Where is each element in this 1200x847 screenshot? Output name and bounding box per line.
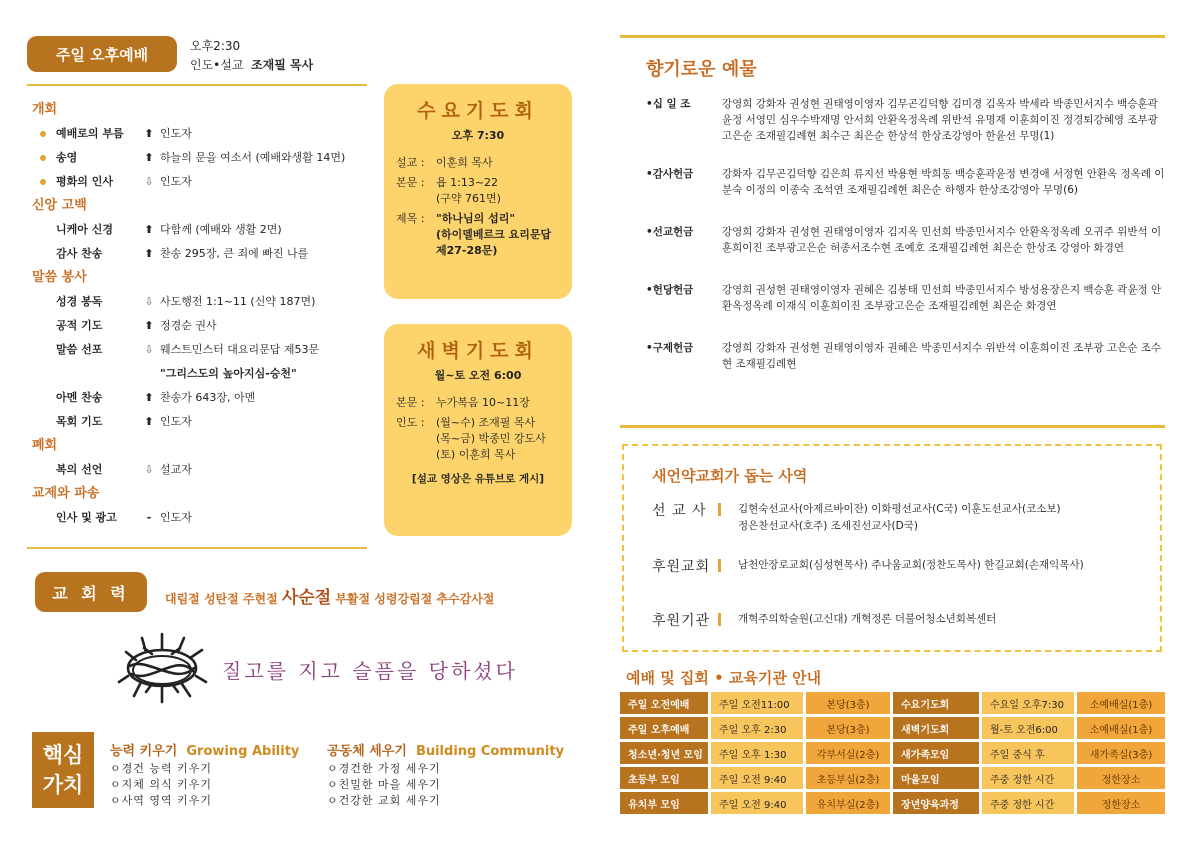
schedule-cell: 본당(3층) bbox=[806, 717, 890, 739]
schedule-cell: 주일 오후예배 bbox=[620, 717, 708, 739]
calendar-before: 대림절 성탄절 주현절 bbox=[165, 592, 278, 606]
schedule-cell: 새벽기도회 bbox=[893, 717, 979, 739]
core-ability-line: ㅇ사역 영역 키우기 bbox=[110, 794, 213, 807]
order-item-text: 정경순 권사 bbox=[160, 319, 217, 332]
offering-item bbox=[646, 340, 1166, 372]
offering-names: 강영희 강화자 권성현 권태영이영자 김무곤김덕향 김미경 김옥자 박세라 박종민서지수 백승훈곽윤정 서영민 심우수박재명 안서희 안환옥정옥례 위반석 유명재 이훈희이진 정경퇴강혜영 조부광고은순 조재필김례현 최수근 최은순 한상석 한상조강영아 한윤선 무명(1) bbox=[722, 98, 1158, 142]
order-item-name: 공적 기도 bbox=[56, 319, 103, 332]
offering-names: 강화자 김무곤김덕향 김은희 류지선 박용현 박희동 백승훈곽윤정 변경애 서정현 안환옥 정옥례 이분숙 이정의 이종숙 조석연 조재필김례현 최은순 하행자 한상조강영아 무명(6) bbox=[722, 168, 1165, 196]
order-item bbox=[32, 242, 377, 266]
offering-item bbox=[646, 224, 1166, 256]
bullet-dot bbox=[40, 131, 46, 137]
core-community-title-en: Building Community bbox=[415, 744, 565, 759]
offerings-title: 향기로운 예물 bbox=[646, 59, 757, 80]
order-section-title: 폐회 bbox=[32, 438, 58, 453]
schedule-cell: 정한장소 bbox=[1077, 792, 1165, 814]
order-item-name: 복의 선언 bbox=[56, 463, 103, 476]
mission-row-key: 후원교회 bbox=[652, 556, 738, 576]
order-item bbox=[32, 338, 377, 362]
schedule-cell: 각부서실(2층) bbox=[806, 742, 890, 764]
wednesday-title: 수요기도회 bbox=[417, 100, 539, 122]
offering-type: •감사헌금 bbox=[646, 168, 694, 180]
mission-row-key: 선 교 사 bbox=[652, 500, 738, 520]
order-item bbox=[32, 146, 377, 170]
schedule-cell: 새가족모임 bbox=[893, 742, 979, 764]
meeting-row-key: 본문 : bbox=[396, 396, 425, 409]
crown-of-thorns-icon bbox=[116, 626, 208, 706]
order-item-text: 인도자 bbox=[160, 175, 192, 188]
order-item-name: 니케아 신경 bbox=[56, 223, 113, 236]
order-item-name: 인사 및 광고 bbox=[56, 511, 117, 524]
leader-name: 조재필 목사 bbox=[251, 58, 314, 72]
core-community-line: ㅇ친밀한 마을 세우기 bbox=[327, 778, 441, 791]
offering-type: •헌당헌금 bbox=[646, 284, 694, 296]
meeting-row-value: "하나님의 섭리" (하이델베르크 요리문답 제27-28문) bbox=[436, 212, 552, 257]
core-value-community bbox=[327, 740, 564, 809]
order-item-name: 예배로의 부름 bbox=[56, 127, 124, 140]
core-ability-title: 능력 키우기 bbox=[110, 744, 178, 759]
core-ability-line: ㅇ지체 의식 키우기 bbox=[110, 778, 213, 791]
order-item-text: "그리스도의 높아지심-승천" bbox=[160, 367, 297, 380]
core-ability-title-en: Growing Ability bbox=[186, 744, 300, 759]
sit-arrow-icon: ⇩ bbox=[144, 295, 154, 308]
calendar-current: 사순절 bbox=[281, 588, 332, 608]
schedule-cell: 수요기도회 bbox=[893, 692, 979, 714]
order-item bbox=[32, 506, 377, 530]
dawn-note: [설교 영상은 유튜브로 게시] bbox=[411, 473, 545, 485]
stand-arrow-icon: ⬆ bbox=[144, 319, 154, 332]
bullet-dot bbox=[40, 179, 46, 185]
schedule-cell: 유치부 모임 bbox=[620, 792, 708, 814]
service-title-badge: 주일 오후예배 bbox=[27, 36, 177, 72]
mission-row bbox=[652, 556, 1084, 576]
schedule-cell: 본당(3층) bbox=[806, 692, 890, 714]
offering-names: 강영희 강화자 권성현 권태영이영자 권혜은 박종민서지수 위반석 이훈희이진 조부광 고은순 조수현 조재필김례현 bbox=[722, 342, 1162, 370]
service-info bbox=[190, 37, 313, 75]
schedule-cell: 새가족실(3층) bbox=[1077, 742, 1165, 764]
meeting-row-value: (월~수) 조재필 목사 (목~금) 박종민 강도사 (토) 이훈희 목사 bbox=[436, 416, 546, 461]
schedule-cell: 정한장소 bbox=[1077, 767, 1165, 789]
order-item-text: 인도자 bbox=[160, 127, 192, 140]
schedule-table bbox=[620, 692, 1165, 814]
schedule-cell: 주일 중식 후 bbox=[982, 742, 1074, 764]
meeting-row bbox=[396, 211, 560, 259]
mission-row-value: 개혁주의학술원(고신대) 개혁정론 더불어청소년회복센터 bbox=[738, 613, 997, 625]
order-item-text: 사도행전 1:1~11 (신약 187면) bbox=[160, 295, 316, 308]
schedule-cell: 월-토 오전6:00 bbox=[982, 717, 1074, 739]
order-section-title: 개회 bbox=[32, 102, 58, 117]
core-ability-line: ㅇ경건 능력 키우기 bbox=[110, 762, 213, 775]
schedule-title: 예배 및 집회 • 교육기관 안내 bbox=[626, 669, 822, 687]
order-item bbox=[32, 170, 377, 194]
offerings-list bbox=[646, 96, 1166, 398]
order-item-text: 하늘의 문을 여소서 (예배와생활 14면) bbox=[160, 151, 346, 164]
schedule-cell: 주일 오전11:00 bbox=[711, 692, 803, 714]
offering-names: 강영희 강화자 권성현 권태영이영자 김지옥 민선희 박종민서지수 안환옥정옥례 오귀주 위반석 이훈희이진 조부광고은순 허종서조수현 조예호 조재필김례현 최은순 한상조 강영아 화경연 bbox=[722, 226, 1162, 254]
offering-names: 강영희 권성현 권태영이영자 권혜은 김봉태 민선희 박종민서지수 방성용장은지 백승훈 곽윤정 안환옥정옥례 이재식 이훈희이진 조부광고은순 조재필김례현 최은순 화경연 bbox=[722, 284, 1162, 312]
schedule-cell: 주중 정한 시간 bbox=[982, 767, 1074, 789]
core-values-badge bbox=[32, 732, 94, 808]
dawn-time: 월~토 오전 6:00 bbox=[434, 369, 522, 382]
meeting-row-value: 욥 1:13~22 (구약 761면) bbox=[436, 176, 501, 205]
stand-arrow-icon: ⬆ bbox=[144, 223, 154, 236]
order-item-name: 아멘 찬송 bbox=[56, 391, 103, 404]
order-item bbox=[32, 362, 377, 386]
schedule-cell: 마을모임 bbox=[893, 767, 979, 789]
schedule-cell: 초등부 모임 bbox=[620, 767, 708, 789]
order-section-title: 교제와 파송 bbox=[32, 486, 100, 501]
schedule-cell: 소예배실(1층) bbox=[1077, 692, 1165, 714]
order-item-name: 말씀 선포 bbox=[56, 343, 103, 356]
order-item-text: 찬송 295장, 큰 죄에 빠진 나를 bbox=[160, 247, 309, 260]
stand-arrow-icon: ⬆ bbox=[144, 127, 154, 140]
order-bottom-rule bbox=[27, 547, 367, 549]
offerings-bottom-rule bbox=[620, 425, 1165, 428]
stand-arrow-icon: ⬆ bbox=[144, 415, 154, 428]
church-calendar bbox=[165, 583, 494, 608]
meeting-row-key: 제목 : bbox=[396, 212, 425, 225]
order-section-title: 신앙 고백 bbox=[32, 198, 87, 213]
stand-arrow-icon: ⬆ bbox=[144, 247, 154, 260]
order-item bbox=[32, 386, 377, 410]
meeting-row-value: 누가복음 10~11장 bbox=[436, 396, 530, 409]
mission-row-value: 남천안장로교회(심성현목사) 주나움교회(정찬도목사) 한길교회(손재익목사) bbox=[738, 559, 1084, 571]
mission-title: 새언약교회가 돕는 사역 bbox=[652, 467, 808, 485]
mission-row bbox=[652, 500, 1061, 535]
schedule-cell: 소예배실(1층) bbox=[1077, 717, 1165, 739]
schedule-cell: 주일 오후 2:30 bbox=[711, 717, 803, 739]
order-item bbox=[32, 314, 377, 338]
order-item-text: 인도자 bbox=[160, 511, 192, 524]
order-item bbox=[32, 410, 377, 434]
schedule-cell: 장년양육과정 bbox=[893, 792, 979, 814]
schedule-cell: 유치부실(2층) bbox=[806, 792, 890, 814]
offering-type: •구제헌금 bbox=[646, 342, 694, 354]
meeting-row bbox=[396, 155, 560, 171]
sit-arrow-icon: ⇩ bbox=[144, 343, 154, 356]
core-value-ability bbox=[110, 740, 299, 809]
calendar-badge: 교 회 력 bbox=[35, 572, 147, 612]
calendar-after: 부활절 성령강림절 추수감사절 bbox=[335, 592, 495, 606]
wednesday-prayer-box bbox=[384, 84, 572, 299]
wednesday-time: 오후 7:30 bbox=[451, 129, 505, 142]
order-item-name: 송영 bbox=[56, 151, 78, 164]
service-time: 오후2:30 bbox=[190, 39, 241, 53]
leader-label: 인도•설교 bbox=[190, 58, 244, 72]
header-rule bbox=[27, 84, 367, 86]
stand-arrow-icon: ⬆ bbox=[144, 391, 154, 404]
order-item-text: 웨스트민스터 대요리문답 제53문 bbox=[160, 343, 320, 356]
meeting-row-value: 이훈희 목사 bbox=[436, 156, 493, 169]
schedule-cell: 청소년·청년 모임 bbox=[620, 742, 708, 764]
core-community-line: ㅇ건강한 교회 세우기 bbox=[327, 794, 441, 807]
order-item-text: 다함께 (예배와 생활 2면) bbox=[160, 223, 282, 236]
schedule-cell: 주일 오후 1:30 bbox=[711, 742, 803, 764]
offering-item bbox=[646, 166, 1166, 198]
meeting-row-key: 인도 : bbox=[396, 416, 425, 429]
meeting-row bbox=[396, 175, 560, 207]
order-item-name: 목회 기도 bbox=[56, 415, 103, 428]
dash-icon: - bbox=[146, 511, 152, 524]
order-item-text: 찬송가 643장, 아멘 bbox=[160, 391, 256, 404]
order-section-title: 말씀 봉사 bbox=[32, 270, 87, 285]
mission-row-key: 후원기관 bbox=[652, 610, 738, 630]
meeting-row-key: 설교 : bbox=[396, 156, 425, 169]
order-of-worship bbox=[32, 98, 377, 530]
order-item bbox=[32, 458, 377, 482]
core-community-title: 공동체 세우기 bbox=[327, 744, 407, 759]
core-community-line: ㅇ경건한 가정 세우기 bbox=[327, 762, 441, 775]
order-item-name: 성경 봉독 bbox=[56, 295, 103, 308]
order-item-text: 설교자 bbox=[160, 463, 192, 476]
dawn-prayer-box bbox=[384, 324, 572, 536]
mission-row-value: 김현숙선교사(아제르바이잔) 이화평선교사(C국) 이훈도선교사(코소보) 정은찬선교사(호주) 조세진선교사(D국) bbox=[738, 503, 1061, 532]
meeting-row bbox=[396, 415, 560, 463]
core-label-1: 핵심 bbox=[42, 743, 84, 767]
order-item bbox=[32, 218, 377, 242]
offering-type: •선교헌금 bbox=[646, 226, 694, 238]
order-item-name: 감사 찬송 bbox=[56, 247, 103, 260]
schedule-cell: 초등부실(2층) bbox=[806, 767, 890, 789]
offering-type: •십 일 조 bbox=[646, 98, 691, 110]
order-item bbox=[32, 122, 377, 146]
schedule-cell: 주일 오전 9:40 bbox=[711, 767, 803, 789]
dawn-title: 새벽기도회 bbox=[417, 340, 539, 362]
sit-arrow-icon: ⇩ bbox=[144, 175, 154, 188]
core-label-2: 가치 bbox=[42, 773, 84, 797]
schedule-cell: 주일 오전 9:40 bbox=[711, 792, 803, 814]
schedule-cell: 주일 오전예배 bbox=[620, 692, 708, 714]
mission-row bbox=[652, 610, 996, 630]
offering-item bbox=[646, 282, 1166, 314]
offering-item bbox=[646, 96, 1166, 144]
offerings-top-rule bbox=[620, 35, 1165, 38]
sit-arrow-icon: ⇩ bbox=[144, 463, 154, 476]
schedule-cell: 주중 정한 시간 bbox=[982, 792, 1074, 814]
schedule-cell: 수요일 오후7:30 bbox=[982, 692, 1074, 714]
order-item-name: 평화의 인사 bbox=[56, 175, 113, 188]
stand-arrow-icon: ⬆ bbox=[144, 151, 154, 164]
meeting-row-key: 본문 : bbox=[396, 176, 425, 189]
bullet-dot bbox=[40, 155, 46, 161]
order-item bbox=[32, 290, 377, 314]
order-item-text: 인도자 bbox=[160, 415, 192, 428]
meeting-row bbox=[396, 395, 560, 411]
crown-caption: 질고를 지고 슬픔을 당하셨다 bbox=[222, 659, 518, 683]
